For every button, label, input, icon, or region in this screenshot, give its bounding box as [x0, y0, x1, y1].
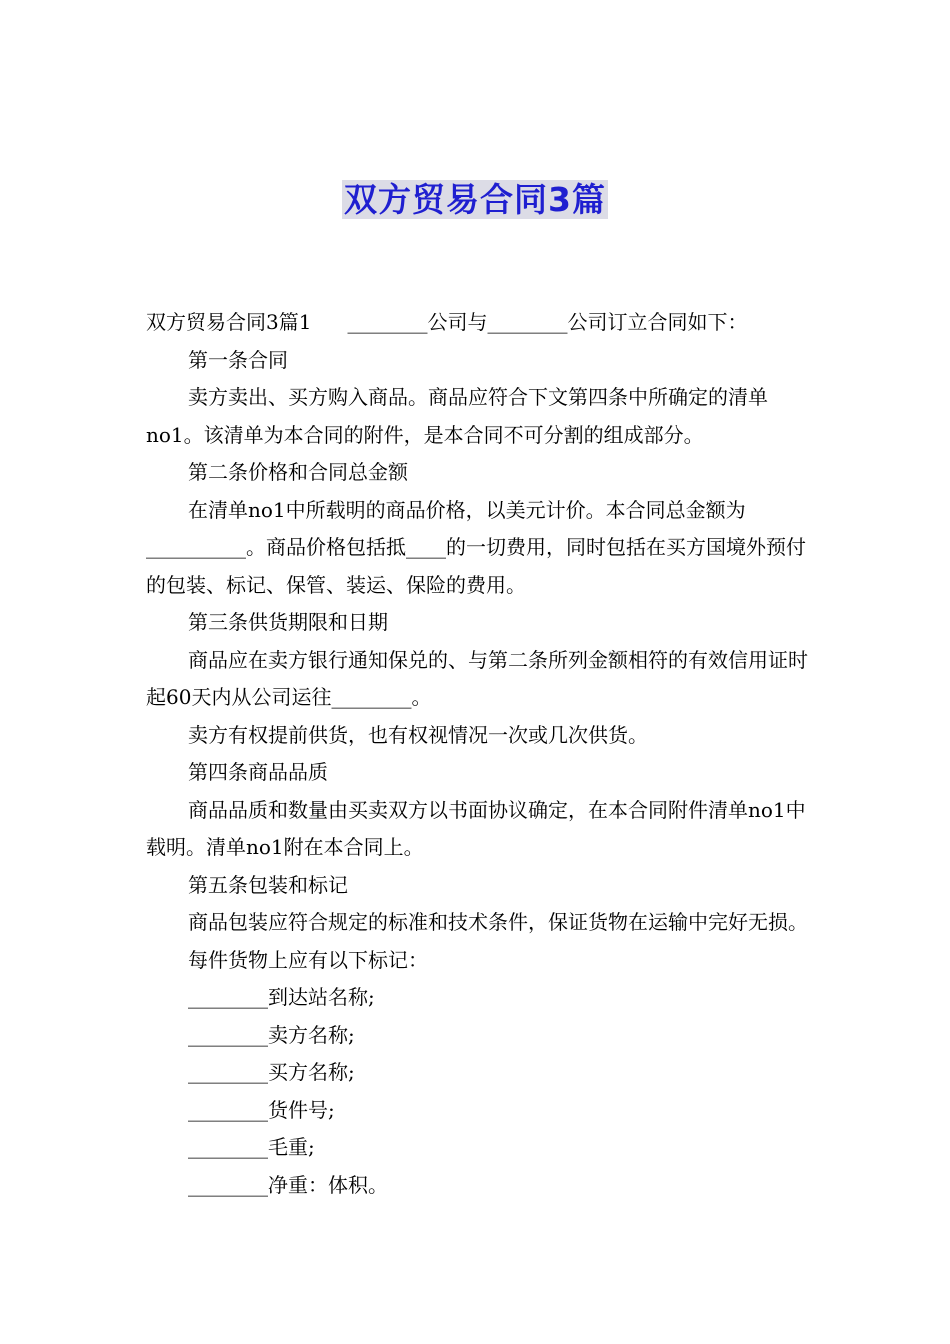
article-2-text: 在清单no1中所载明的商品价格，以美元计价。本合同总金额为__________。商品价格包括抵____的一切费用，同时包括在买方国境外预付的包装、标记、保管、装运、保险的费用。 [146, 497, 806, 597]
marking-item: ________卖方名称; [188, 1022, 355, 1047]
marking-item: ________毛重; [188, 1135, 315, 1159]
article-4-text: 商品品质和数量由买卖双方以书面协议确定，在本合同附件清单no1中载明。清单no1附在本合同上。 [146, 797, 806, 859]
opening-line-parties: ________公司与________公司订立合同如下： [347, 310, 748, 334]
article-4-heading: 第四条商品品质 [188, 760, 328, 784]
marking-intro: 每件货物上应有以下标记： [188, 947, 428, 972]
marking-item: ________货件号; [188, 1097, 335, 1122]
opening-line [146, 304, 810, 342]
marking-item: ________净重：体积。 [188, 1172, 388, 1197]
marking-item: ________到达站名称; [188, 985, 375, 1009]
opening-line-title: 双方贸易合同3篇1 [146, 310, 312, 334]
article-3-text-2: 卖方有权提前供货，也有权视情况一次或几次供货。 [188, 722, 648, 747]
marking-item: ________买方名称; [188, 1060, 355, 1084]
article-2-heading: 第二条价格和合同总金额 [188, 460, 408, 484]
article-3-text: 商品应在卖方银行通知保兑的、与第二条所列金额相符的有效信用证时起60天内从公司运往________。 [146, 647, 808, 709]
article-1-text: 卖方卖出、买方购入商品。商品应符合下文第四条中所确定的清单no1。该清单为本合同的附件，是本合同不可分割的组成部分。 [146, 385, 768, 447]
document-title: 双方贸易合同3篇 [344, 180, 606, 219]
article-1-heading: 第一条合同 [188, 347, 288, 372]
article-3-heading: 第三条供货期限和日期 [188, 610, 388, 634]
document-title-block [0, 176, 950, 224]
article-5-heading: 第五条包装和标记 [188, 872, 348, 897]
document-body [146, 304, 810, 1204]
article-5-text: 商品包装应符合规定的标准和技术条件，保证货物在运输中完好无损。 [188, 910, 808, 934]
